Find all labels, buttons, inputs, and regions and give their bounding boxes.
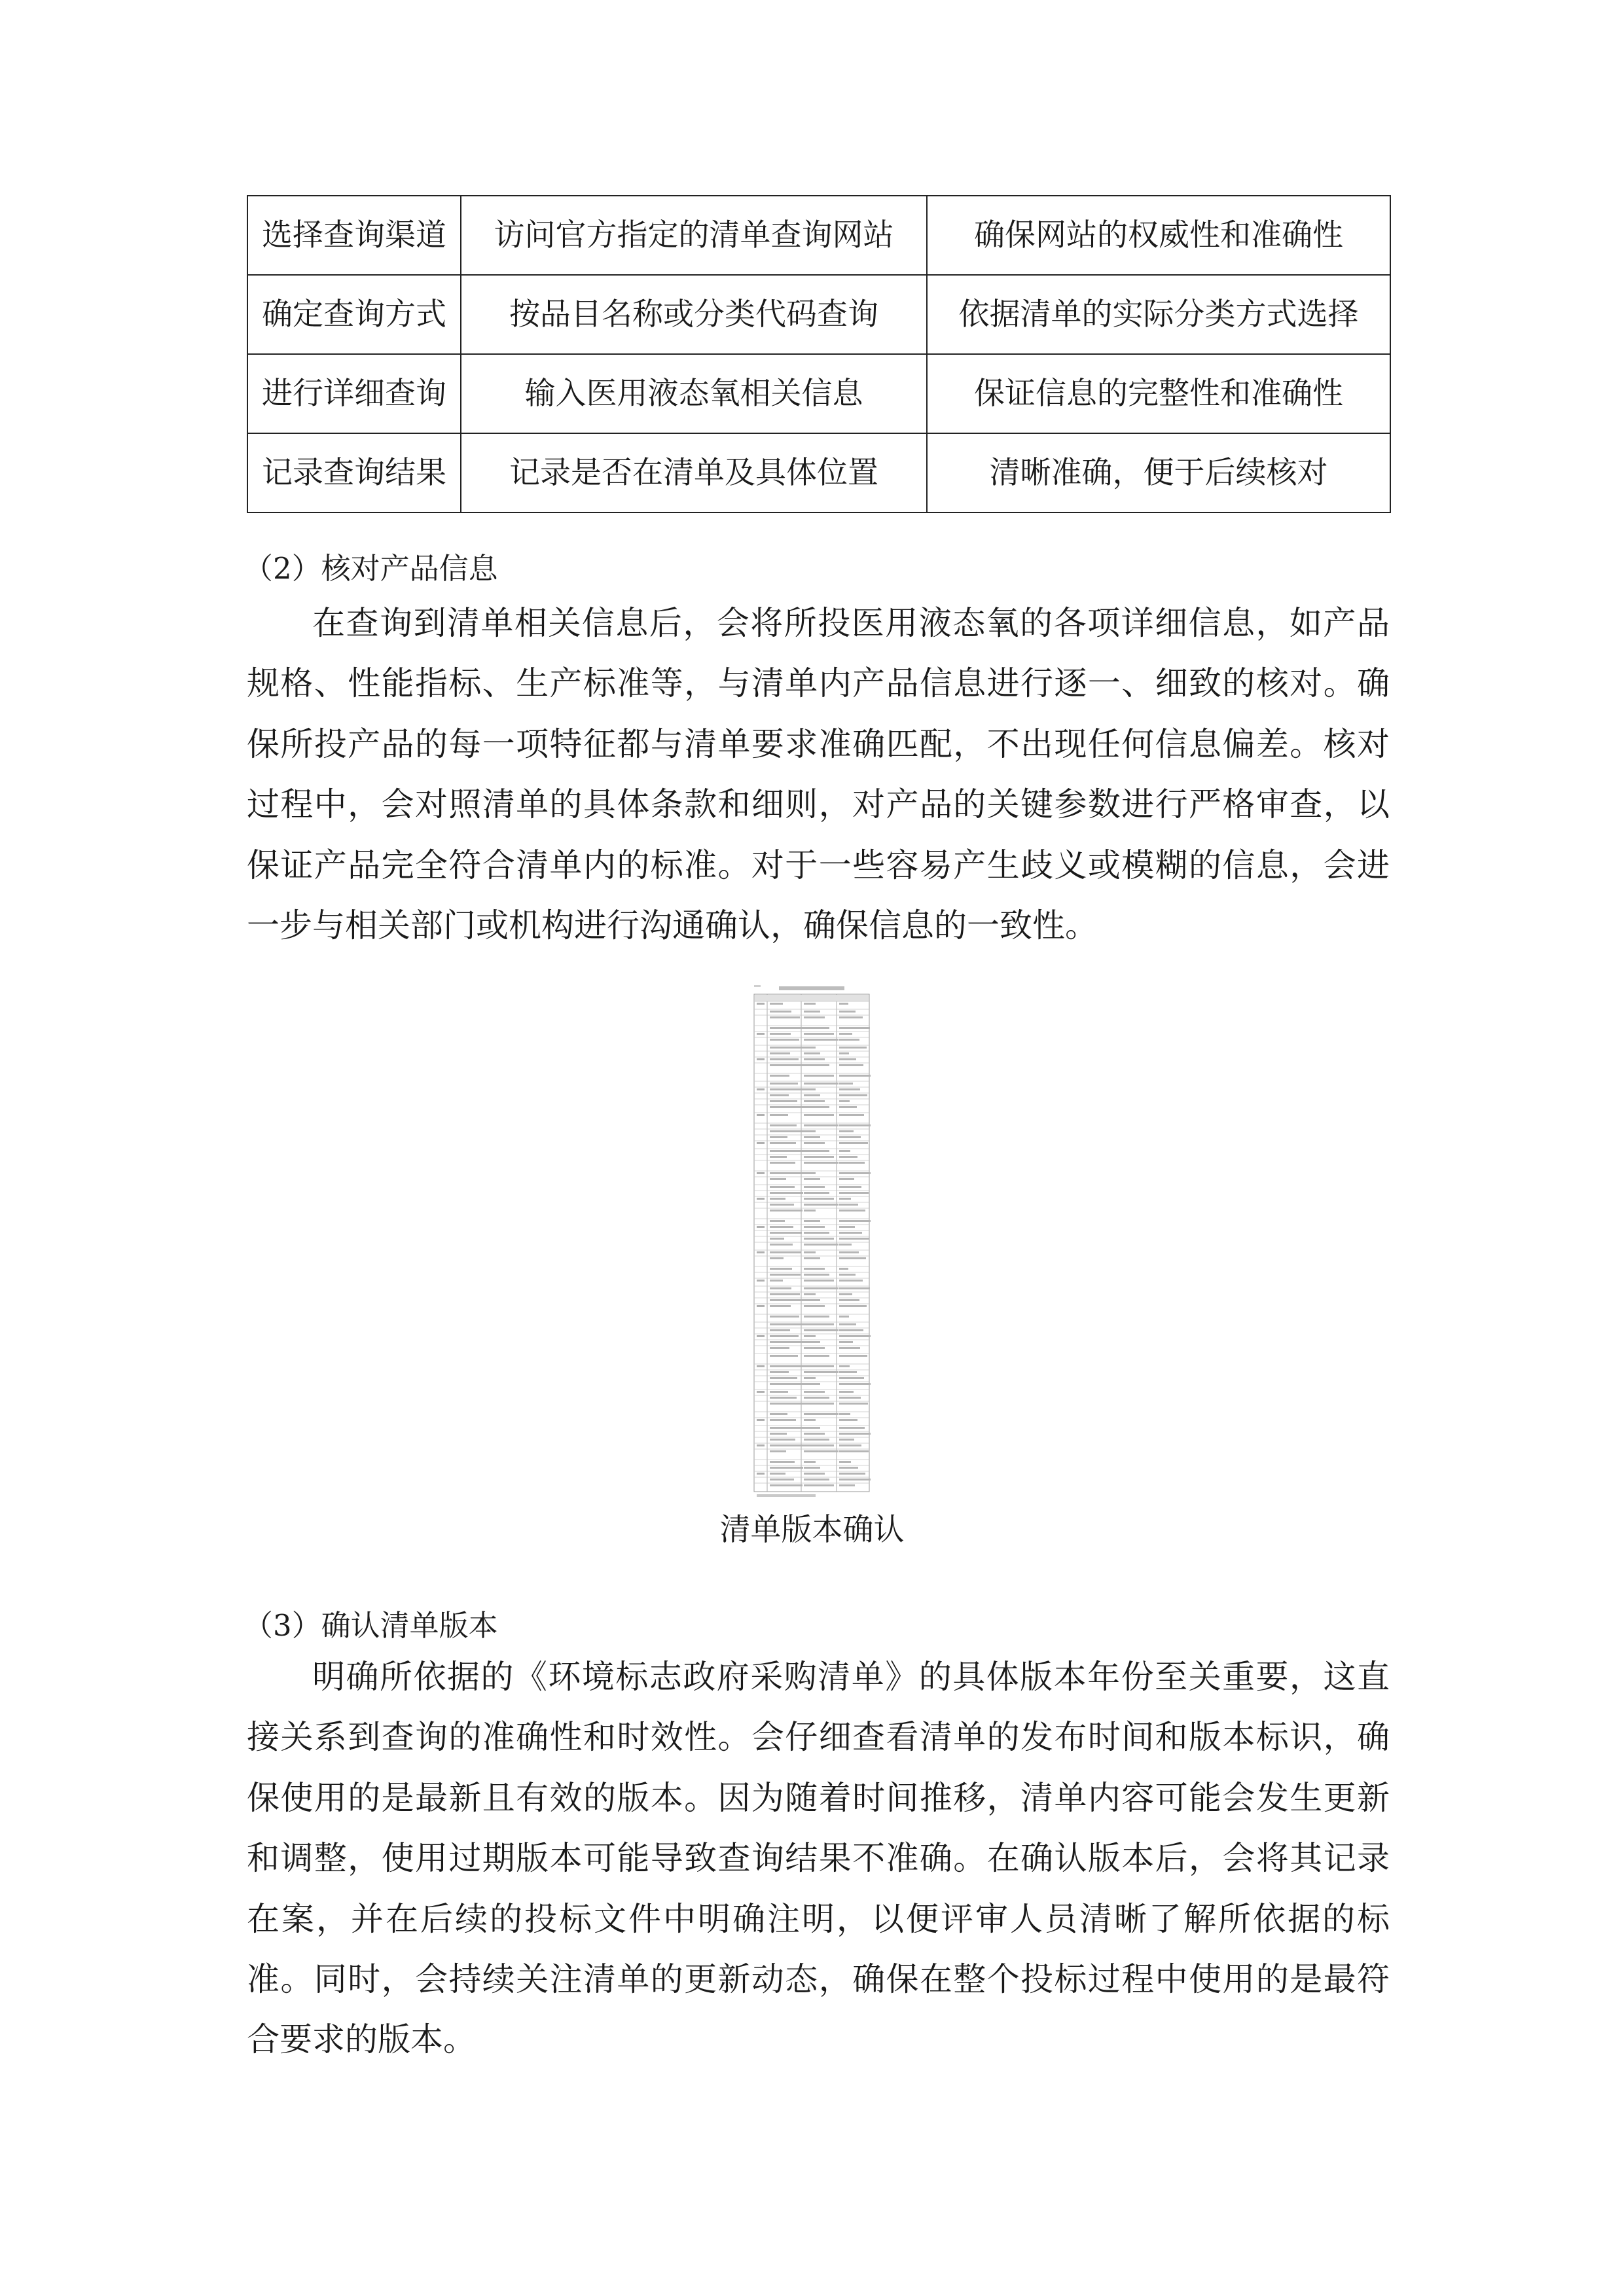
thumb-text-line: [770, 1075, 789, 1077]
thumb-text-line: [770, 1433, 787, 1435]
thumb-text-line: [770, 1293, 800, 1295]
table-cell: 记录查询结果: [247, 433, 461, 512]
thumb-text-line: [839, 1003, 848, 1005]
thumb-text-line: [804, 1427, 820, 1429]
thumb-text-line: [770, 1100, 797, 1102]
thumb-text-line: [804, 1186, 825, 1188]
thumb-text-line: [804, 1383, 820, 1385]
thumb-text-line: [804, 1027, 829, 1029]
thumb-text-line: [770, 1047, 808, 1049]
thumb-text-line: [804, 1033, 834, 1035]
thumb-text-line: [804, 1403, 834, 1405]
thumb-text-line: [770, 1355, 798, 1357]
thumb-text-line: [839, 1220, 871, 1222]
thumb-text-line: [770, 1365, 806, 1367]
thumb-text-line: [804, 1316, 829, 1318]
thumb-text-line: [770, 1274, 801, 1276]
thumb-text-line: [770, 1142, 796, 1144]
thumb-text-line: [770, 1186, 795, 1188]
thumb-text-line: [804, 1130, 816, 1132]
thumb-text-line: [839, 1323, 856, 1325]
thumb-text-line: [839, 1064, 863, 1066]
thumb-text-line: [770, 1052, 790, 1054]
thumb-text-line: [757, 1058, 765, 1060]
thumb-text-line: [804, 1377, 816, 1379]
thumb-text-line: [770, 1033, 791, 1035]
thumb-text-line: [839, 1419, 857, 1421]
thumb-text-line: [770, 1226, 793, 1228]
thumb-text-line: [839, 1403, 868, 1405]
thumb-text-line: [770, 1467, 803, 1469]
thumb-text-line: [757, 1226, 765, 1228]
thumb-text-line: [839, 1027, 870, 1029]
thumb-text-line: [804, 1136, 820, 1138]
thumb-text-line: [839, 1186, 861, 1188]
thumb-text-line: [839, 1033, 852, 1035]
thumb-text-line: [770, 1178, 786, 1180]
thumb-text-line: [770, 1280, 783, 1282]
thumb-text-line: [804, 1413, 839, 1415]
thumb-text-line: [804, 1064, 829, 1066]
thumb-text-line: [839, 1075, 871, 1077]
table-cell: 保证信息的完整性和准确性: [927, 354, 1390, 433]
thumb-text-line: [770, 1439, 795, 1441]
thumb-text-line: [770, 1329, 790, 1331]
thumb-text-line: [770, 1427, 804, 1429]
thumb-text-line: [804, 1467, 820, 1469]
thumb-text-line: [804, 1172, 816, 1174]
thumb-text-line: [804, 1251, 816, 1253]
table-cell: 进行详细查询: [247, 354, 461, 433]
table-cell: 记录是否在清单及具体位置: [461, 433, 927, 512]
thumb-text-line: [770, 1064, 807, 1066]
thumb-text-line: [770, 1287, 791, 1289]
thumb-text-line: [757, 1365, 765, 1367]
table-cell: 按品目名称或分类代码查询: [461, 275, 927, 354]
thumb-text-line: [804, 1397, 829, 1399]
table-cell: 清晰准确，便于后续核对: [927, 433, 1390, 512]
thumb-text-line: [804, 1083, 839, 1085]
thumb-text-line: [770, 1335, 799, 1337]
thumb-text-line: [770, 1323, 808, 1325]
thumb-text-line: [804, 1335, 816, 1337]
thumb-text-line: [770, 1204, 794, 1206]
thumb-text-line: [804, 1484, 834, 1486]
figure-caption: 清单版本确认: [719, 1512, 905, 1548]
thumb-text-line: [804, 1142, 825, 1144]
thumb-text-line: [804, 1257, 820, 1259]
thumb-text-line: [757, 1335, 765, 1337]
thumb-text-line: [804, 1106, 829, 1108]
thumb-text-line: [770, 1371, 789, 1373]
thumb-text-line: [839, 1198, 851, 1200]
thumb-text-line: [839, 1238, 869, 1240]
thumb-text-line: [770, 1094, 789, 1096]
thumb-footnote: [757, 1494, 816, 1497]
thumb-text-line: [757, 1003, 765, 1005]
thumb-text-line: [839, 1484, 855, 1486]
thumb-text-line: [839, 1150, 850, 1152]
thumb-text-line: [839, 1052, 849, 1054]
thumb-text-line: [770, 1156, 787, 1158]
thumb-text-line: [839, 1130, 854, 1132]
table-row: [247, 275, 1390, 354]
thumb-text-line: [804, 1094, 820, 1096]
thumb-text-line: [839, 1100, 850, 1102]
thumb-text-line: [839, 1251, 859, 1253]
thumb-text-line: [804, 1003, 816, 1005]
thumb-text-line: [839, 1094, 867, 1096]
thumb-text-line: [839, 1479, 871, 1480]
thumb-text-line: [757, 1251, 765, 1253]
thumb-text-line: [839, 1335, 871, 1337]
table-row: [247, 433, 1390, 512]
thumb-text-line: [804, 1439, 829, 1441]
thumb-text-line: [839, 1316, 849, 1318]
table-cell: 依据清单的实际分类方式选择: [927, 275, 1390, 354]
thumb-header: [755, 995, 869, 1001]
query-steps-table: [247, 195, 1391, 513]
thumb-text-line: [804, 1299, 820, 1301]
thumb-text-line: [770, 1257, 784, 1259]
thumb-text-line: [839, 1210, 865, 1211]
thumb-text-line: [770, 1347, 789, 1349]
thumb-text-line: [770, 1003, 783, 1005]
thumb-text-line: [839, 1192, 869, 1194]
thumb-text-line: [804, 1280, 834, 1282]
thumb-text-line: [770, 1479, 794, 1480]
section-2-paragraph: 在查询到清单相关信息后，会将所投医用液态氧的各项详细信息，如产品规格、性能指标、生产标准等，与清单内产品信息进行逐一、细致的核对。确保所投产品的每一项特征都与清单要求准确匹配，不出现任何信息偏差。核对过程中，会对照清单的具体条款和细则，对产品的关键参数进行严格审查，以保证产品完全符合清单内的标准。对于一些容易产生歧义或模糊的信息，会进一步与相关部门或机构进行沟通确认，确保信息的一致性。: [247, 604, 1390, 945]
thumb-text-line: [804, 1305, 825, 1307]
thumb-text-line: [770, 1413, 787, 1415]
table-cell: 输入医用液态氧相关信息: [461, 354, 927, 433]
thumb-text-line: [770, 1397, 797, 1399]
thumb-text-line: [757, 1088, 765, 1090]
thumb-text-line: [770, 1341, 807, 1343]
thumb-text-line: [804, 1274, 829, 1276]
thumb-text-line: [804, 1365, 834, 1367]
thumb-text-line: [770, 1391, 788, 1393]
thumb-text-line: [770, 1162, 795, 1164]
thumb-text-line: [804, 1287, 839, 1289]
thumb-text-line: [804, 1114, 834, 1116]
thumb-text-line: [839, 1257, 866, 1259]
thumb-text-line: [839, 1226, 855, 1228]
thumb-text-line: [770, 1130, 805, 1132]
thumb-text-line: [804, 1347, 825, 1349]
thumb-text-line: [804, 1156, 834, 1158]
thumb-text-line: [839, 1383, 871, 1385]
table-cell: 确定查询方式: [247, 275, 461, 354]
thumb-text-line: [770, 1238, 784, 1240]
thumb-text-line: [770, 1106, 806, 1108]
thumb-text-line: [804, 1150, 829, 1152]
thumb-text-line: [804, 1058, 825, 1060]
thumb-text-line: [770, 1088, 806, 1090]
section-3-paragraph: 明确所依据的《环境标志政府采购清单》的具体版本年份至关重要，这直接关系到查询的准确性和时效性。会仔细查看清单的发布时间和版本标识，确保使用的是最新且有效的版本。因为随着时间推移，清单内容可能会发生更新和调整，使用过期版本可能导致查询结果不准确。在确认版本后，会将其记录在案，并在后续的投标文件中明确注明，以便评审人员清晰了解所依据的标准。同时，会持续关注清单的更新动态，确保在整个投标过程中使用的是最符合要求的版本。: [247, 1658, 1390, 2059]
table-row: [247, 354, 1390, 433]
thumb-text-line: [839, 1391, 854, 1393]
thumb-text-line: [804, 1355, 829, 1357]
thumb-text-line: [839, 1461, 851, 1463]
thumb-text-line: [839, 1124, 871, 1126]
thumb-text-line: [757, 1172, 765, 1174]
thumb-text-line: [839, 1114, 864, 1116]
thumb-text-line: [839, 1142, 868, 1144]
thumb-text-line: [804, 1100, 825, 1102]
thumb-text-line: [839, 1467, 858, 1469]
thumb-text-line: [770, 1124, 797, 1126]
thumb-text-line: [757, 1391, 765, 1393]
thumb-text-line: [804, 1220, 820, 1222]
section-3-heading: （3）确认清单版本: [244, 1608, 498, 1643]
thumb-text-line: [804, 1419, 816, 1421]
thumb-text-line: [839, 1268, 848, 1270]
thumb-text-line: [804, 1473, 825, 1475]
thumb-text-line: [839, 1156, 857, 1158]
thumb-text-line: [804, 1433, 825, 1435]
thumb-text-line: [804, 1323, 834, 1325]
thumb-text-line: [770, 1232, 802, 1234]
thumb-text-line: [770, 1377, 797, 1379]
thumb-text-line: [804, 1192, 829, 1194]
thumb-text-line: [804, 1232, 829, 1234]
thumb-text-line: [804, 1016, 825, 1018]
thumb-text-line: [804, 1047, 816, 1049]
thumb-title: [779, 986, 844, 990]
thumb-text-line: [839, 1232, 862, 1234]
thumb-text-line: [804, 1088, 816, 1090]
thumb-text-line: [804, 1198, 834, 1200]
thumb-text-line: [770, 1419, 796, 1421]
thumb-text-line: [757, 1444, 765, 1446]
thumb-text-line: [804, 1461, 816, 1463]
thumb-text-line: [839, 1341, 853, 1343]
thumb-text-line: [839, 1293, 852, 1295]
thumb-text-line: [770, 1198, 785, 1200]
thumb-text-line: [770, 1150, 804, 1152]
section-2-heading: （2）核对产品信息: [244, 551, 498, 586]
thumb-text-line: [804, 1371, 839, 1373]
thumb-text-line: [757, 1419, 765, 1421]
table-row: [247, 196, 1390, 275]
thumb-text-line: [757, 1033, 765, 1035]
thumb-text-line: [804, 1391, 825, 1393]
thumb-text-line: [839, 1178, 854, 1180]
thumb-text-line: [839, 1280, 863, 1282]
thumb-text-line: [770, 1083, 798, 1085]
thumb-text-line: [757, 1305, 765, 1307]
thumb-text-line: [839, 1274, 856, 1276]
thumb-text-line: [770, 1220, 785, 1222]
thumb-text-line: [839, 1439, 854, 1441]
thumb-text-line: [839, 1371, 857, 1373]
table-cell: 确保网站的权威性和准确性: [927, 196, 1390, 275]
thumb-text-line: [804, 1204, 839, 1206]
thumb-text-line: [839, 1083, 853, 1085]
thumb-text-line: [770, 1473, 785, 1475]
thumb-text-line: [839, 1329, 863, 1331]
table-cell: 选择查询渠道: [247, 196, 461, 275]
thumb-text-line: [804, 1039, 839, 1041]
thumb-text-line: [757, 1473, 765, 1475]
thumb-text-line: [770, 1403, 805, 1405]
thumb-text-line: [770, 1210, 803, 1211]
thumb-text-line: [839, 1397, 861, 1399]
thumb-text-line: [757, 1198, 765, 1200]
thumb-text-line: [804, 1210, 816, 1211]
thumb-text-line: [839, 1299, 859, 1301]
thumb-text-line: [804, 1268, 825, 1270]
thumb-text-line: [839, 1365, 850, 1367]
thumb-text-line: [839, 1347, 860, 1349]
thumb-text-line: [804, 1444, 834, 1446]
table-cell: 访问官方指定的清单查询网站: [461, 196, 927, 275]
thumb-text-line: [770, 1316, 799, 1318]
thumb-text-line: [804, 1052, 820, 1054]
thumb-text-line: [757, 1280, 765, 1282]
thumb-text-line: [839, 1433, 871, 1435]
thumb-text-line: [804, 1450, 839, 1452]
thumb-text-line: [770, 1192, 803, 1194]
thumb-text-line: [839, 1106, 857, 1108]
thumb-text-line: [770, 1268, 792, 1270]
thumb-text-line: [839, 1450, 869, 1452]
thumb-text-line: [757, 1114, 765, 1116]
thumb-text-line: [804, 1293, 816, 1295]
thumb-text-line: [839, 1172, 871, 1174]
thumb-text-line: [839, 1473, 865, 1475]
thumb-text-line: [804, 1244, 839, 1246]
thumb-text-line: [839, 1016, 863, 1018]
thumb-text-line: [804, 1162, 839, 1164]
list-document-image: [753, 985, 871, 1502]
thumb-mark: [754, 985, 761, 987]
thumb-frame: [754, 994, 869, 1492]
thumb-text-line: [770, 1114, 788, 1116]
thumb-text-line: [770, 1058, 799, 1060]
thumb-text-line: [804, 1238, 834, 1240]
thumb-text-line: [770, 1011, 791, 1013]
thumb-text-line: [770, 1136, 787, 1138]
thumb-text-line: [839, 1444, 861, 1446]
thumb-text-line: [839, 1377, 864, 1379]
thumb-text-line: [770, 1172, 804, 1174]
thumb-text-line: [839, 1427, 865, 1429]
thumb-text-line: [839, 1355, 867, 1357]
thumb-text-line: [839, 1413, 850, 1415]
thumb-text-line: [804, 1011, 820, 1013]
thumb-text-line: [804, 1178, 820, 1180]
thumb-text-line: [804, 1329, 839, 1331]
thumb-text-line: [839, 1244, 852, 1246]
thumb-text-line: [839, 1011, 856, 1013]
thumb-text-line: [770, 1305, 791, 1307]
thumb-text-line: [770, 1299, 808, 1301]
thumb-text-line: [839, 1047, 867, 1049]
thumb-text-line: [804, 1226, 825, 1228]
thumb-text-line: [804, 1479, 829, 1480]
thumb-text-line: [770, 1484, 803, 1486]
procurement-list-thumbnail: [753, 985, 871, 1502]
thumb-text-line: [804, 1124, 839, 1126]
thumb-text-line: [839, 1088, 860, 1090]
thumb-text-line: [770, 1039, 799, 1041]
thumb-text-line: [839, 1039, 859, 1041]
thumb-text-line: [770, 1251, 801, 1253]
thumb-text-line: [839, 1287, 870, 1289]
thumb-text-line: [839, 1058, 856, 1060]
thumb-text-line: [770, 1027, 808, 1029]
thumb-text-line: [839, 1136, 861, 1138]
thumb-text-line: [770, 1450, 786, 1452]
thumb-text-line: [757, 1142, 765, 1144]
thumb-text-line: [839, 1162, 865, 1164]
thumb-text-line: [770, 1461, 795, 1463]
thumb-text-line: [770, 1016, 800, 1018]
thumb-text-line: [770, 1444, 804, 1446]
thumb-text-line: [804, 1341, 820, 1343]
thumb-text-line: [770, 1383, 806, 1385]
thumb-text-line: [839, 1204, 858, 1206]
thumb-text-line: [770, 1244, 793, 1246]
thumb-text-line: [839, 1305, 867, 1307]
thumb-text-line: [804, 1075, 834, 1077]
